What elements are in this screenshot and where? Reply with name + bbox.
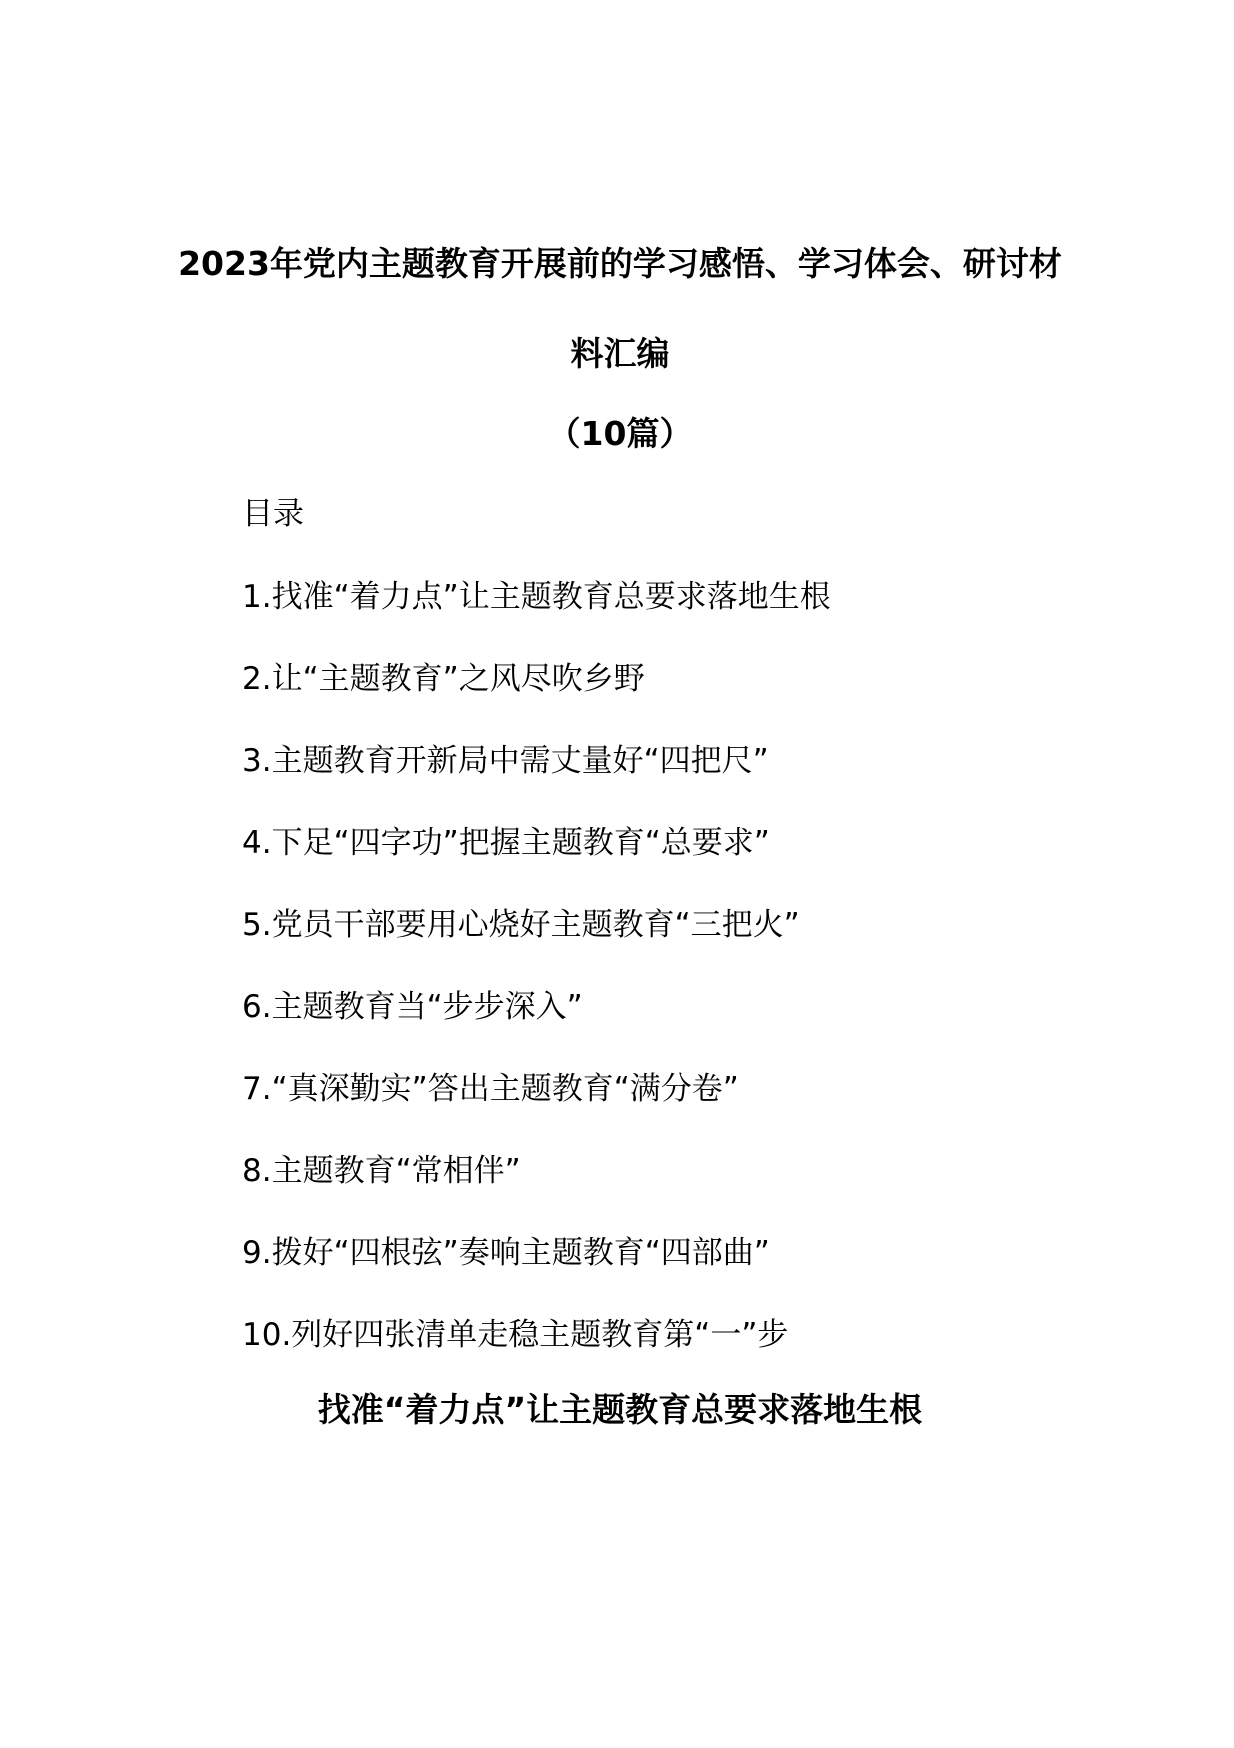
toc-item-7: 7.“真深勤实”答出主题教育“满分卷”	[242, 1071, 739, 1107]
toc-item-10: 10.列好四张清单走稳主题教育第“一”步	[242, 1317, 789, 1353]
toc-heading: 目录	[242, 496, 304, 532]
toc-item-4: 4.下足“四字功”把握主题教育“总要求”	[242, 825, 770, 861]
toc-item-2: 2.让“主题教育”之风尽吹乡野	[242, 661, 645, 697]
section-heading: 找准“着力点”让主题教育总要求落地生根	[317, 1390, 923, 1429]
document-title-count: （10篇）	[547, 414, 693, 453]
toc-item-3: 3.主题教育开新局中需丈量好“四把尺”	[242, 743, 769, 779]
table-of-contents	[242, 578, 831, 1398]
toc-item-1: 1.找准“着力点”让主题教育总要求落地生根	[242, 579, 831, 615]
toc-item-9: 9.拨好“四根弦”奏响主题教育“四部曲”	[242, 1235, 770, 1271]
toc-item-6: 6.主题教育当“步步深入”	[242, 989, 583, 1025]
toc-item-5: 5.党员干部要用心烧好主题教育“三把火”	[242, 907, 800, 943]
document-title-line-1: 2023年党内主题教育开展前的学习感悟、学习体会、研讨材	[178, 244, 1062, 283]
toc-item-8: 8.主题教育“常相伴”	[242, 1153, 521, 1189]
document-title-line-2: 料汇编	[570, 334, 670, 373]
